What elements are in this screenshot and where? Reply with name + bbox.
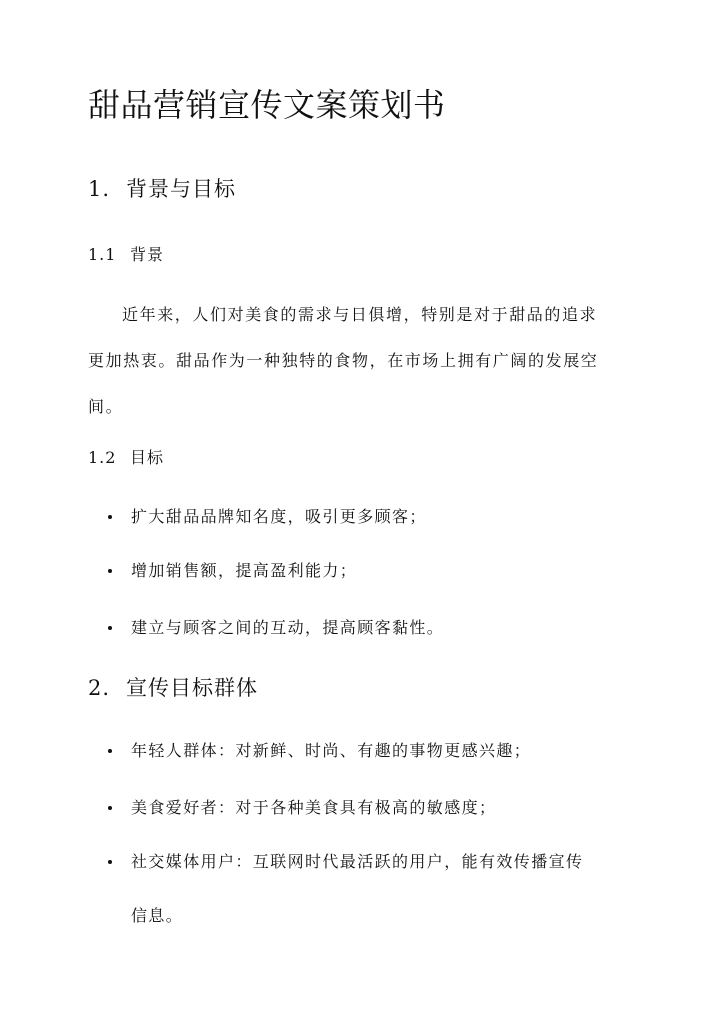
document-title: 甜品营销宣传文案策划书 bbox=[88, 86, 446, 124]
subsection-number: 1.1 bbox=[88, 245, 117, 264]
section-number: 1. bbox=[88, 177, 111, 201]
bullet-dot-icon bbox=[108, 860, 112, 864]
list-item-text bbox=[131, 781, 496, 835]
subsection-number: 1.2 bbox=[88, 448, 117, 467]
list-item-text bbox=[131, 835, 583, 943]
paragraph-line: 近年来，人们对美食的需求与日俱增，特别是对于甜品的追求 bbox=[122, 305, 598, 324]
paragraph-line: 间。 bbox=[88, 397, 124, 416]
bullet-dot-icon bbox=[108, 515, 112, 519]
list-item-text: 扩大甜品品牌知名度，吸引更多顾客； bbox=[131, 507, 427, 526]
list-item-line: 社交媒体用户：互联网时代最活跃的用户，能有效传播宣传 bbox=[131, 852, 584, 871]
bullet-dot-icon bbox=[108, 749, 112, 753]
background-paragraph bbox=[88, 292, 634, 430]
section-heading-target-audience bbox=[88, 673, 258, 703]
list-item-text bbox=[131, 724, 531, 778]
section-number: 2. bbox=[88, 676, 111, 700]
paragraph-line: 更加热衷。甜品作为一种独特的食物，在市场上拥有广阔的发展空 bbox=[88, 351, 599, 370]
subsection-title: 目标 bbox=[130, 448, 165, 467]
section-heading-background-goals bbox=[88, 174, 236, 204]
bullet-dot-icon bbox=[108, 569, 112, 573]
subsection-heading-goals bbox=[88, 446, 164, 470]
list-item-line: 美食爱好者：对于各种美食具有极高的敏感度； bbox=[131, 798, 497, 817]
section-title: 背景与目标 bbox=[126, 177, 236, 201]
list-item-line: 年轻人群体：对新鲜、时尚、有趣的事物更感兴趣； bbox=[131, 741, 532, 760]
list-item-text: 建立与顾客之间的互动，提高顾客黏性。 bbox=[131, 618, 445, 637]
subsection-heading-background bbox=[88, 243, 164, 267]
bullet-dot-icon bbox=[108, 626, 112, 630]
list-item-line: 信息。 bbox=[131, 906, 184, 925]
list-item-text: 增加销售额，提高盈利能力； bbox=[131, 561, 358, 580]
section-title: 宣传目标群体 bbox=[126, 676, 258, 700]
subsection-title: 背景 bbox=[130, 245, 165, 264]
bullet-dot-icon bbox=[108, 806, 112, 810]
